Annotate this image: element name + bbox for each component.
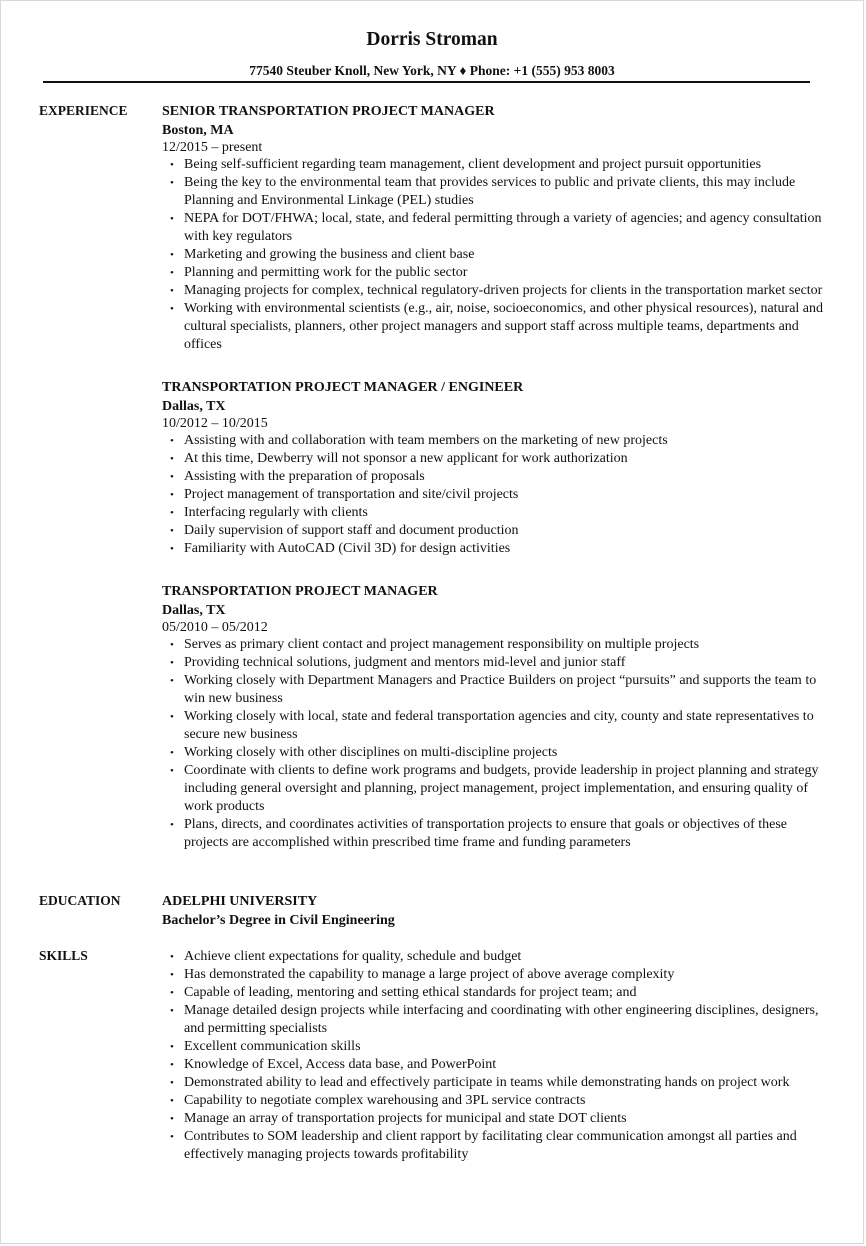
degree: Bachelor’s Degree in Civil Engineering (162, 913, 395, 928)
bullet-item: • Manage an array of transportation projects for municipal and state DOT clients (184, 1110, 827, 1128)
bullet-item: • Daily supervision of support staff and document production (184, 522, 827, 540)
bullet-item: • Achieve client expectations for quality, schedule and budget (184, 948, 827, 966)
bullet-item: • Working with environmental scientists (e.g., air, noise, socioeconomics, and other physical resources), natural and cultural specialists, planners, other project managers and support staff across multiple teams, departments and offices (184, 300, 827, 354)
bullet-item: • NEPA for DOT/FHWA; local, state, and federal permitting through a variety of agencies; and agency consultation with key regulators (184, 210, 827, 246)
job-title: SENIOR TRANSPORTATION PROJECT MANAGER (162, 104, 495, 119)
bullet-item: • Marketing and growing the business and client base (184, 246, 827, 264)
section-label-skills: SKILLS (39, 948, 88, 963)
bullet-item: • Excellent communication skills (184, 1038, 827, 1056)
job-title: TRANSPORTATION PROJECT MANAGER / ENGINEER (162, 380, 524, 395)
bullet-item: • Project management of transportation and site/civil projects (184, 486, 827, 504)
bullet-item: • Knowledge of Excel, Access data base, and PowerPoint (184, 1056, 827, 1074)
bullet-item: • Assisting with and collaboration with team members on the marketing of new projects (184, 432, 827, 450)
bullet-item: • Capability to negotiate complex warehousing and 3PL service contracts (184, 1092, 827, 1110)
bullet-item: • Capable of leading, mentoring and setting ethical standards for project team; and (184, 984, 827, 1002)
job-dates: 10/2012 – 10/2015 (162, 416, 268, 431)
bullet-item: • Working closely with other disciplines on multi-discipline projects (184, 744, 827, 762)
bullet-item: • Contributes to SOM leadership and client rapport by facilitating clear communication amongst all parties and effectively managing projects towards profitability (184, 1128, 827, 1164)
bullet-item: • Assisting with the preparation of proposals (184, 468, 827, 486)
job-entry (162, 103, 827, 354)
job-entry (162, 583, 827, 852)
education-body (162, 893, 827, 930)
bullet-item: • Familiarity with AutoCAD (Civil 3D) for design activities (184, 540, 827, 558)
header-divider (43, 81, 810, 83)
bullet-item: • Plans, directs, and coordinates activities of transportation projects to ensure that goals or objectives of these projects are accomplished within prescribed time frame and funding parameters (184, 816, 827, 852)
bullet-item: • Being self-sufficient regarding team management, client development and project pursuit opportunities (184, 156, 827, 174)
job-title: TRANSPORTATION PROJECT MANAGER (162, 584, 438, 599)
job-location: Dallas, TX (162, 399, 226, 414)
bullet-item: • Providing technical solutions, judgment and mentors mid-level and junior staff (184, 654, 827, 672)
job-bullets (162, 156, 827, 354)
contact-line: 77540 Steuber Knoll, New York, NY ♦ Phone: +1 (555) 953 8003 (249, 63, 615, 78)
job-dates: 05/2010 – 05/2012 (162, 620, 268, 635)
job-entry (162, 379, 827, 558)
bullet-item: • Being the key to the environmental team that provides services to public and private clients, this may include Planning and Environmental Linkage (PEL) studies (184, 174, 827, 210)
job-location: Boston, MA (162, 123, 234, 138)
job-location: Dallas, TX (162, 603, 226, 618)
bullet-item: • Manage detailed design projects while interfacing and coordinating with other engineering disciplines, designers, and permitting specialists (184, 1002, 827, 1038)
bullet-item: • Working closely with Department Managers and Practice Builders on project “pursuits” and supports the team to win new business (184, 672, 827, 708)
bullet-item: • Managing projects for complex, technical regulatory-driven projects for clients in the transportation market sector (184, 282, 827, 300)
candidate-name: Dorris Stroman (366, 29, 498, 50)
school-name: ADELPHI UNIVERSITY (162, 894, 318, 909)
bullet-item: • Has demonstrated the capability to manage a large project of above average complexity (184, 966, 827, 984)
bullet-item: • Planning and permitting work for the public sector (184, 264, 827, 282)
bullet-item: • Demonstrated ability to lead and effectively participate in teams while demonstrating hands on project work (184, 1074, 827, 1092)
bullet-item: • Coordinate with clients to define work programs and budgets, provide leadership in project planning and strategy including general oversight and planning, project management, project implementation, and ensuring quality of work products (184, 762, 827, 816)
skills-body (162, 948, 827, 1164)
section-label-experience: EXPERIENCE (39, 103, 128, 118)
bullet-item: • Interfacing regularly with clients (184, 504, 827, 522)
bullet-item: • At this time, Dewberry will not sponsor a new applicant for work authorization (184, 450, 827, 468)
skills-bullets (162, 948, 827, 1164)
job-bullets (162, 636, 827, 852)
job-bullets (162, 432, 827, 558)
experience-body (162, 103, 827, 852)
bullet-item: • Working closely with local, state and federal transportation agencies and city, county and state representatives to secure new business (184, 708, 827, 744)
bullet-item: • Serves as primary client contact and project management responsibility on multiple projects (184, 636, 827, 654)
job-dates: 12/2015 – present (162, 140, 263, 155)
section-label-education: EDUCATION (39, 893, 121, 908)
